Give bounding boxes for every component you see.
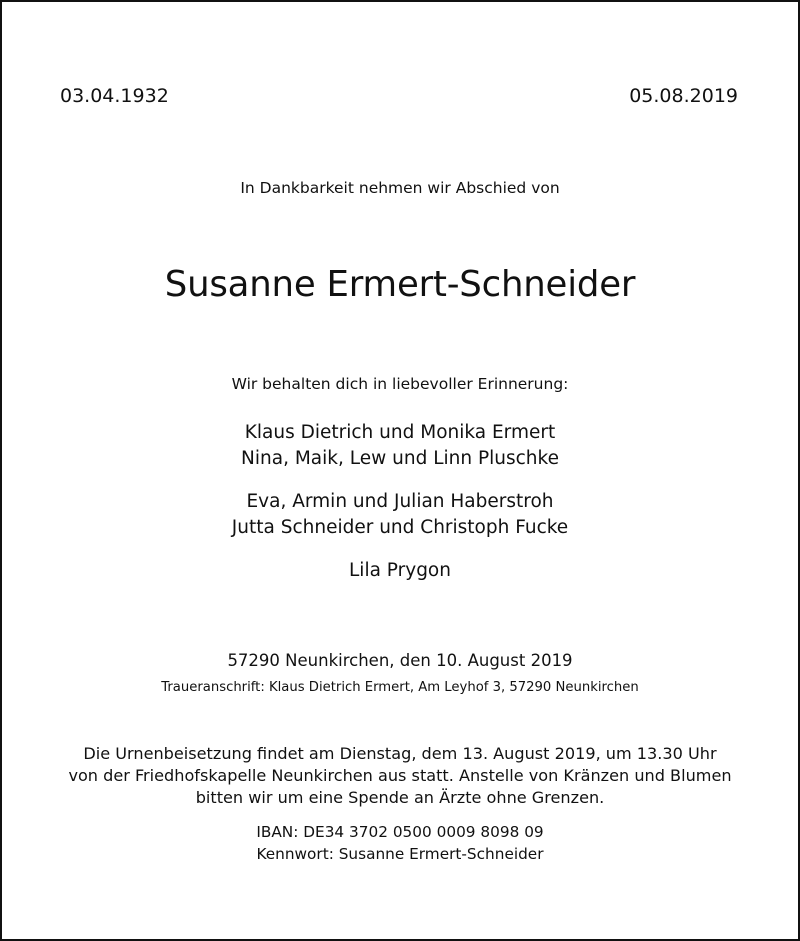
mourner-line: Eva, Armin und Julian Haberstroh: [246, 491, 554, 512]
funeral-notice-line: Die Urnenbeisetzung findet am Dienstag, dem 13. August 2019, um 13.30 Uhr: [83, 744, 717, 763]
place-and-date: 57290 Neunkirchen, den 10. August 2019: [227, 651, 573, 670]
deceased-name: Susanne Ermert-Schneider: [164, 264, 636, 305]
funeral-notice-line: von der Friedhofskapelle Neunkirchen aus statt. Anstelle von Kränzen und Blumen: [68, 766, 732, 785]
funeral-notice-line: bitten wir um eine Spende an Ärzte ohne Grenzen.: [195, 788, 605, 807]
mourner-line: Nina, Maik, Lew und Linn Pluschke: [241, 448, 559, 469]
intro-text: In Dankbarkeit nehmen wir Abschied von: [240, 179, 560, 197]
iban: IBAN: DE34 3702 0500 0009 8098 09: [256, 823, 544, 841]
mourner-line: Lila Prygon: [349, 560, 451, 581]
mourner-line: Jutta Schneider und Christoph Fucke: [231, 517, 569, 538]
death-date: 05.08.2019: [629, 85, 738, 107]
mourning-address: Traueranschrift: Klaus Dietrich Ermert, Am Leyhof 3, 57290 Neunkirchen: [161, 680, 639, 695]
birth-date: 03.04.1932: [60, 85, 169, 107]
mourner-line: Klaus Dietrich und Monika Ermert: [244, 422, 556, 443]
memory-line: Wir behalten dich in liebevoller Erinnerung:: [231, 375, 569, 393]
donation-reference: Kennwort: Susanne Ermert-Schneider: [256, 845, 544, 863]
